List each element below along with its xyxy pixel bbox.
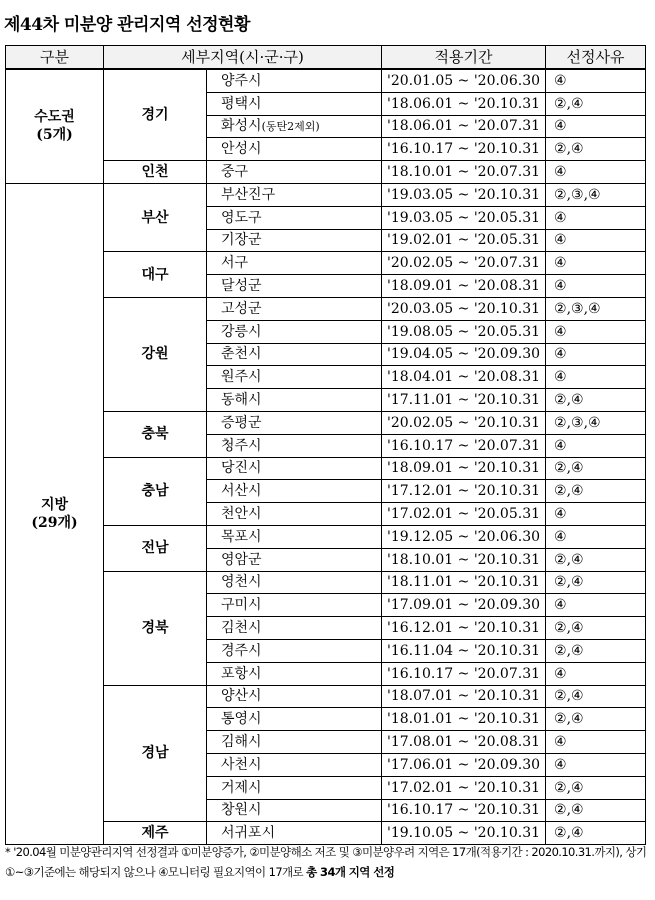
period-cell: '20.02.05 ~ '20.10.31 [382, 411, 546, 434]
footnote-text: * '20.04월 미분양관리지역 선정결과 ①미분양증가, ②미분양해소 저조 및 ③미분양우려 지역은 17개(적용기간 : 2020.10.31.까지), 상기 ①~③기준에는 해당되지 않으나 ④모니터링 필요지역이 17개로 [5, 845, 647, 879]
district-cell [207, 753, 382, 776]
city-cell: 경남 [104, 685, 207, 822]
region-cell [6, 183, 104, 844]
reason-cell: ④ [546, 434, 646, 457]
city-cell: 충남 [104, 457, 207, 525]
city-cell: 제주 [104, 822, 207, 845]
district-cell [207, 525, 382, 548]
district-name: 기장군 [221, 232, 262, 249]
district-name: 양산시 [221, 688, 262, 705]
period-cell: '19.08.05 ~ '20.05.31 [382, 320, 546, 343]
district-cell [207, 275, 382, 298]
reason-cell: ④ [546, 366, 646, 389]
reason-cell: ④ [546, 662, 646, 685]
table-row [6, 69, 646, 92]
district-cell [207, 685, 382, 708]
district-cell [207, 252, 382, 275]
period-cell: '18.11.01 ~ '20.10.31 [382, 571, 546, 594]
district-cell [207, 343, 382, 366]
city-cell: 충북 [104, 411, 207, 457]
footnote [5, 842, 650, 882]
district-name: 달성군 [221, 278, 262, 295]
city-cell: 전남 [104, 525, 207, 571]
district-cell [207, 411, 382, 434]
reason-cell: ②,④ [546, 685, 646, 708]
district-name: 평택시 [221, 95, 262, 112]
reason-cell: ②,③,④ [546, 297, 646, 320]
district-cell [207, 731, 382, 754]
period-cell: '20.03.05 ~ '20.10.31 [382, 297, 546, 320]
reason-cell: ④ [546, 161, 646, 184]
district-cell [207, 548, 382, 571]
period-cell: '18.06.01 ~ '20.10.31 [382, 92, 546, 115]
reason-cell: ④ [546, 115, 646, 138]
district-cell [207, 662, 382, 685]
district-name: 강릉시 [221, 323, 262, 340]
district-cell [207, 183, 382, 206]
district-cell [207, 297, 382, 320]
city-cell: 부산 [104, 183, 207, 251]
district-cell [207, 206, 382, 229]
period-cell: '16.10.17 ~ '20.07.31 [382, 434, 546, 457]
district-name: 김천시 [221, 620, 262, 637]
period-cell: '16.10.17 ~ '20.07.31 [382, 662, 546, 685]
district-name: 고성군 [221, 300, 262, 317]
city-cell: 경기 [104, 69, 207, 161]
reason-cell: ④ [546, 753, 646, 776]
period-cell: '19.10.05 ~ '20.10.31 [382, 822, 546, 845]
reason-cell: ②,④ [546, 138, 646, 161]
district-name: 양주시 [221, 72, 262, 89]
reason-cell: ②,④ [546, 617, 646, 640]
table-body [6, 69, 646, 845]
district-cell [207, 457, 382, 480]
period-cell: '18.07.01 ~ '20.10.31 [382, 685, 546, 708]
district-cell [207, 639, 382, 662]
district-cell [207, 115, 382, 138]
district-name: 부산진구 [221, 186, 276, 203]
period-cell: '18.01.01 ~ '20.10.31 [382, 708, 546, 731]
reason-cell: ②,④ [546, 799, 646, 822]
period-cell: '18.10.01 ~ '20.10.31 [382, 548, 546, 571]
reason-cell: ②,④ [546, 822, 646, 845]
reason-cell: ④ [546, 69, 646, 92]
reason-cell: ④ [546, 275, 646, 298]
district-cell [207, 161, 382, 184]
period-cell: '18.10.01 ~ '20.07.31 [382, 161, 546, 184]
period-cell: '16.12.01 ~ '20.10.31 [382, 617, 546, 640]
city-cell: 대구 [104, 252, 207, 298]
district-name: 거제시 [221, 779, 262, 796]
table-header-row [6, 46, 646, 70]
district-name: 목포시 [221, 528, 262, 545]
reason-cell: ④ [546, 252, 646, 275]
header-category: 구분 [6, 46, 104, 70]
district-cell [207, 571, 382, 594]
period-cell: '19.03.05 ~ '20.05.31 [382, 206, 546, 229]
district-name: 통영시 [221, 711, 262, 728]
district-name: 증평군 [221, 414, 262, 431]
header-period: 적용기간 [382, 46, 546, 70]
reason-cell: ②,④ [546, 548, 646, 571]
district-cell [207, 503, 382, 526]
period-cell: '20.01.05 ~ '20.06.30 [382, 69, 546, 92]
header-detail-area: 세부지역(시·군·구) [104, 46, 382, 70]
district-name: 영천시 [221, 574, 262, 591]
district-cell [207, 434, 382, 457]
period-cell: '17.11.01 ~ '20.10.31 [382, 389, 546, 412]
page-title: 제44차 미분양 관리지역 선정현황 [4, 15, 250, 35]
district-name: 화성시 [221, 117, 262, 134]
reason-cell: ④ [546, 594, 646, 617]
region-name: 수도권 [34, 109, 75, 126]
district-name: 동해시 [221, 392, 262, 409]
district-name: 서구 [221, 255, 249, 272]
period-cell: '17.12.01 ~ '20.10.31 [382, 480, 546, 503]
period-cell: '18.09.01 ~ '20.10.31 [382, 457, 546, 480]
district-cell [207, 594, 382, 617]
district-note: (동탄2제외) [261, 119, 320, 133]
district-name: 천안시 [221, 506, 262, 523]
district-cell [207, 92, 382, 115]
district-cell [207, 708, 382, 731]
reason-cell: ②,④ [546, 708, 646, 731]
region-count: (29개) [31, 515, 78, 532]
district-cell [207, 776, 382, 799]
city-cell: 인천 [104, 161, 207, 184]
reason-cell: ②,③,④ [546, 183, 646, 206]
reason-cell: ④ [546, 525, 646, 548]
period-cell: '18.04.01 ~ '20.08.31 [382, 366, 546, 389]
region-count: (5개) [36, 127, 73, 144]
district-cell [207, 229, 382, 252]
reason-cell: ②,④ [546, 639, 646, 662]
district-name: 구미시 [221, 597, 262, 614]
period-cell: '17.08.01 ~ '20.08.31 [382, 731, 546, 754]
reason-cell: ④ [546, 320, 646, 343]
reason-cell: ②,④ [546, 389, 646, 412]
district-name: 원주시 [221, 369, 262, 386]
reason-cell: ④ [546, 343, 646, 366]
reason-cell: ④ [546, 206, 646, 229]
period-cell: '19.12.05 ~ '20.06.30 [382, 525, 546, 548]
period-cell: '18.06.01 ~ '20.07.31 [382, 115, 546, 138]
footnote-total: 총 34개 지역 선정 [306, 865, 395, 879]
reason-cell: ②,④ [546, 776, 646, 799]
district-cell [207, 617, 382, 640]
reason-cell: ②,④ [546, 92, 646, 115]
period-cell: '16.10.17 ~ '20.10.31 [382, 138, 546, 161]
district-name: 서귀포시 [221, 825, 276, 842]
period-cell: '19.04.05 ~ '20.09.30 [382, 343, 546, 366]
period-cell: '17.02.01 ~ '20.10.31 [382, 776, 546, 799]
district-cell [207, 799, 382, 822]
district-name: 당진시 [221, 460, 262, 477]
reason-cell: ②,④ [546, 457, 646, 480]
period-cell: '16.11.04 ~ '20.10.31 [382, 639, 546, 662]
period-cell: '17.02.01 ~ '20.05.31 [382, 503, 546, 526]
city-cell: 경북 [104, 571, 207, 685]
district-cell [207, 320, 382, 343]
district-name: 김해시 [221, 734, 262, 750]
district-name: 안성시 [221, 141, 262, 158]
district-name: 경주시 [221, 642, 262, 659]
region-name: 지방 [40, 497, 69, 514]
period-cell: '16.10.17 ~ '20.10.31 [382, 799, 546, 822]
district-name: 서산시 [221, 483, 262, 500]
district-cell [207, 366, 382, 389]
city-cell: 강원 [104, 297, 207, 411]
reason-cell: ②,③,④ [546, 411, 646, 434]
reason-cell: ②,④ [546, 480, 646, 503]
district-name: 사천시 [221, 756, 262, 773]
reason-cell: ②,④ [546, 571, 646, 594]
management-area-table [5, 45, 646, 845]
period-cell: '19.02.01 ~ '20.05.31 [382, 229, 546, 252]
period-cell: '20.02.05 ~ '20.07.31 [382, 252, 546, 275]
district-name: 영도구 [221, 209, 262, 226]
district-name: 중구 [221, 164, 249, 181]
period-cell: '17.09.01 ~ '20.09.30 [382, 594, 546, 617]
reason-cell: ④ [546, 503, 646, 526]
district-name: 영암군 [221, 551, 262, 568]
reason-cell: ④ [546, 731, 646, 754]
region-cell [6, 69, 104, 183]
period-cell: '19.03.05 ~ '20.10.31 [382, 183, 546, 206]
header-reason: 선정사유 [546, 46, 646, 70]
district-cell [207, 69, 382, 92]
period-cell: '17.06.01 ~ '20.09.30 [382, 753, 546, 776]
district-cell [207, 480, 382, 503]
district-name: 창원시 [221, 802, 262, 819]
district-cell [207, 138, 382, 161]
district-name: 청주시 [221, 437, 262, 454]
district-name: 춘천시 [221, 346, 262, 363]
district-cell [207, 389, 382, 412]
district-name: 포항시 [221, 665, 262, 682]
reason-cell: ④ [546, 229, 646, 252]
period-cell: '18.09.01 ~ '20.08.31 [382, 275, 546, 298]
table-row [6, 183, 646, 206]
